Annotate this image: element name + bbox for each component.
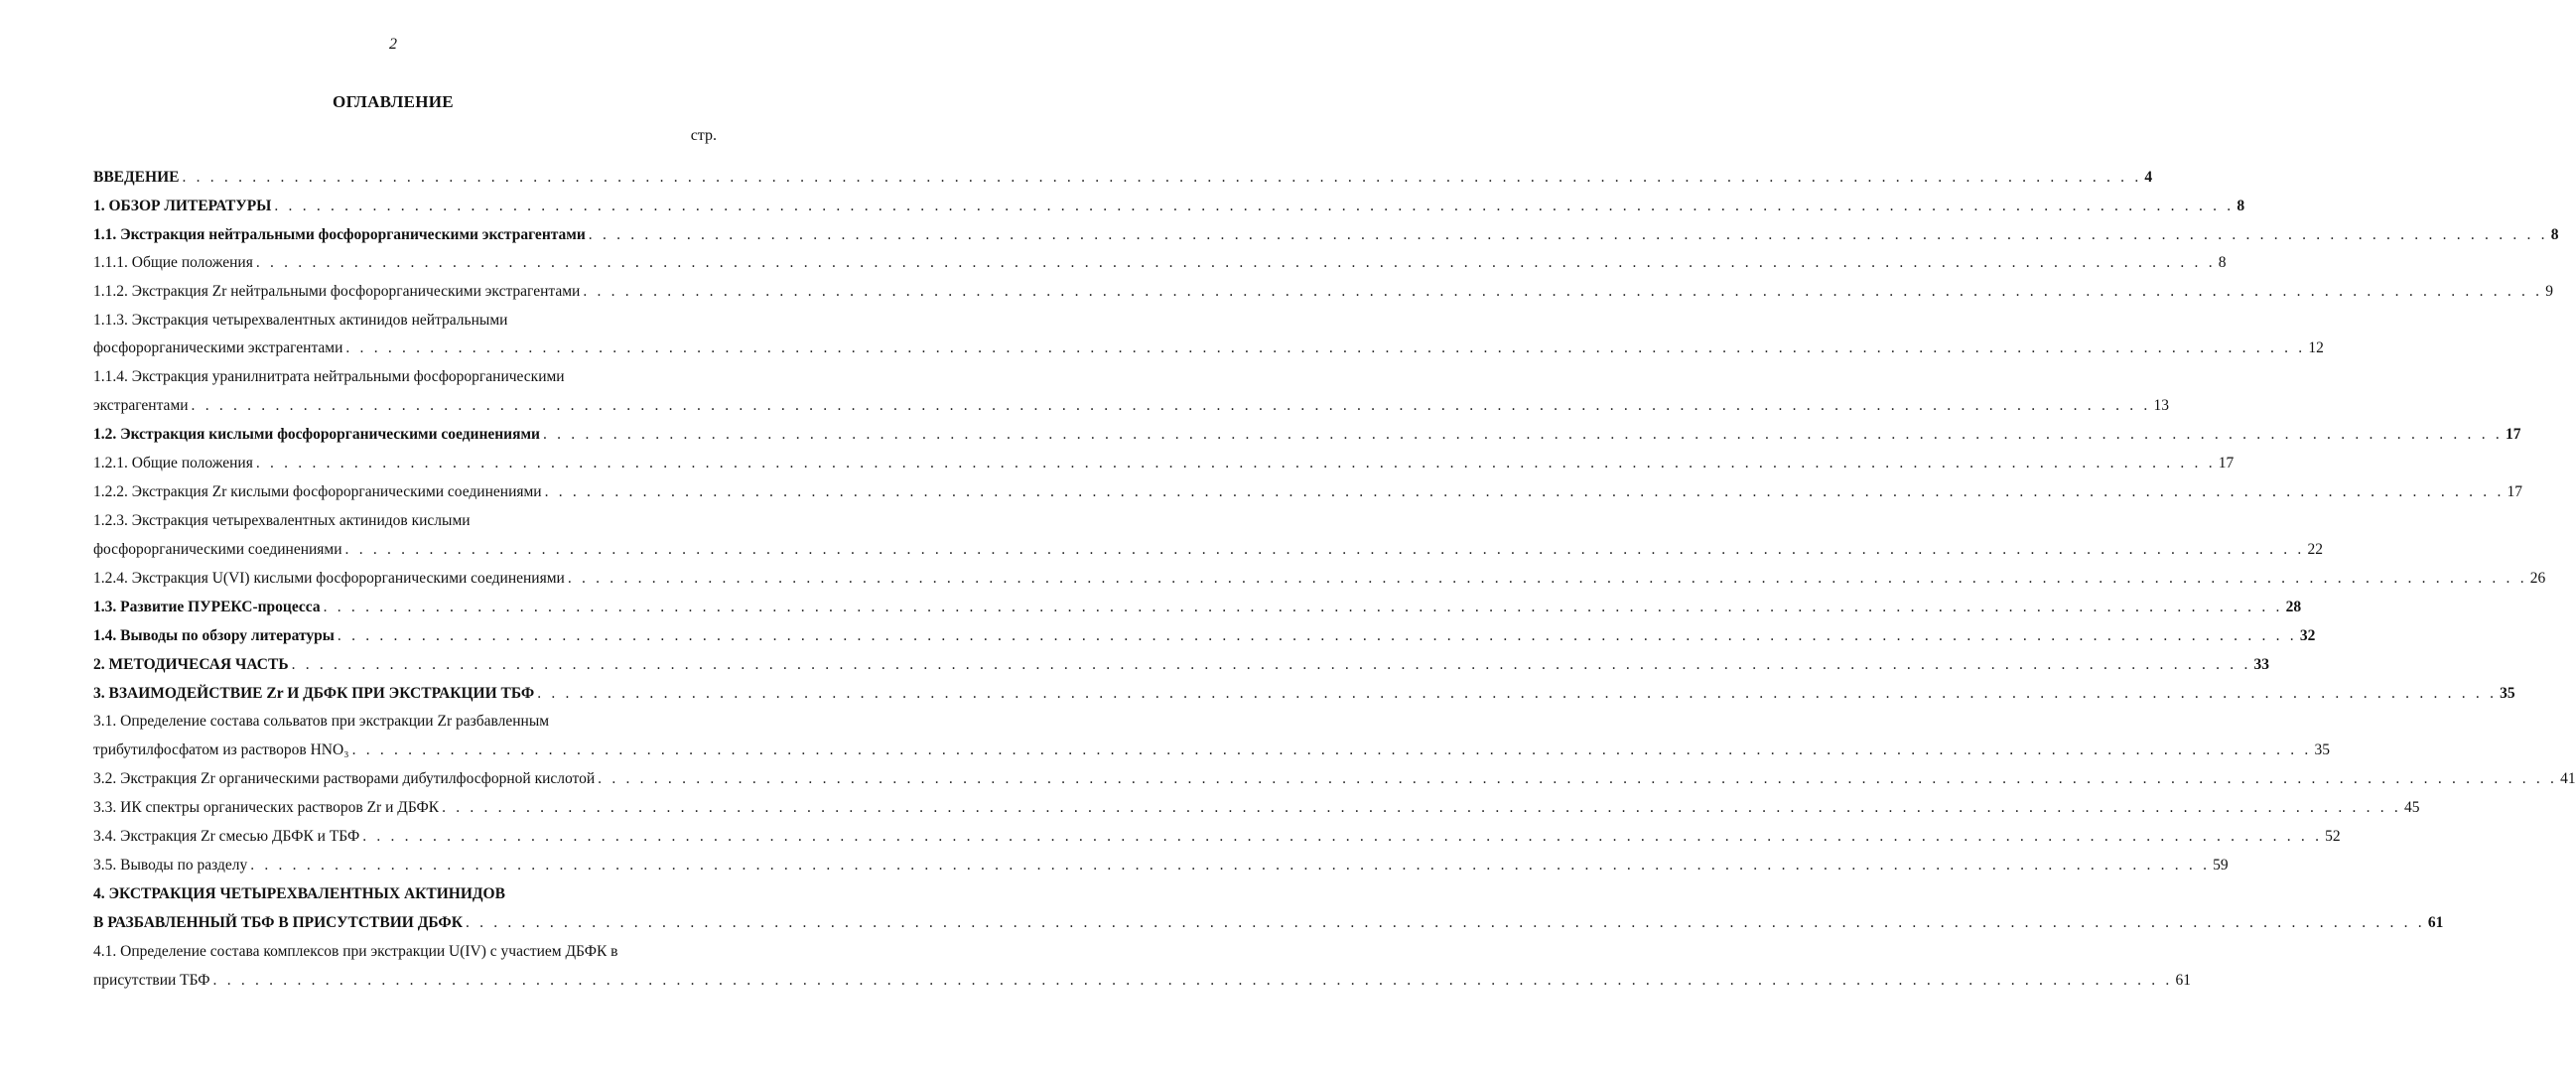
toc-entry-page: 61	[2427, 914, 2444, 931]
toc-entry-page: 59	[2213, 857, 2229, 874]
toc-leader-dots: . . . . . . . . . . . . . . . . . . . . . . . . . . . . . . . . . . . . . . . . . . . . . . . . . . . . . . . . . . . . . . . . . . . . . . . . . . . . . . . . . . . . . . . . . . . . . . . . . . . . . . . . . . . . . . . . . . . . . . . . . . . . . . . . . . . . . . . . . . . .	[351, 741, 2312, 758]
toc-entry-page: 26	[2529, 570, 2546, 587]
toc-entry-title: 3.5. Выводы по разделу	[93, 857, 248, 874]
toc-leader-dots: . . . . . . . . . . . . . . . . . . . . . . . . . . . . . . . . . . . . . . . . . . . . . . . . . . . . . . . . . . . . . . . . . . . . . . . . . . . . . . . . . . . . . . . . . . . . . . . . . . . . . . . . . . . . . . . . . . . . . . . . . . . . . . . . . . . . . . . . . . . .	[543, 426, 2503, 443]
toc-entry-title: 1. ОБЗОР ЛИТЕРАТУРЫ	[93, 198, 272, 214]
toc-leader-dots: . . . . . . . . . . . . . . . . . . . . . . . . . . . . . . . . . . . . . . . . . . . . . . . . . . . . . . . . . . . . . . . . . . . . . . . . . . . . . . . . . . . . . . . . . . . . . . . . . . . . . . . . . . . . . . . . . . . . . . . . . . . . . . . . . . . . . . . . . . . .	[291, 656, 2251, 673]
toc-entry-page: 17	[2507, 483, 2523, 500]
toc-entry-title: 1.2.2. Экстракция Zr кислыми фосфорорганическими соединениями	[93, 483, 542, 500]
toc-entry-title: 1.1.1. Общие положения	[93, 254, 253, 271]
toc-leader-dots: . . . . . . . . . . . . . . . . . . . . . . . . . . . . . . . . . . . . . . . . . . . . . . . . . . . . . . . . . . . . . . . . . . . . . . . . . . . . . . . . . . . . . . . . . . . . . . . . . . . . . . . . . . . . . . . . . . . . . . . . . . . . . . . . . . . . . . . . . . . .	[537, 685, 2498, 702]
toc-entry-page: 28	[2285, 599, 2302, 615]
toc-entry-title: В РАЗБАВЛЕННЫЙ ТБФ В ПРИСУТСТВИИ ДБФК	[93, 914, 463, 931]
toc-entry	[93, 397, 2169, 421]
toc-entry	[93, 169, 2153, 193]
toc-leader-dots: . . . . . . . . . . . . . . . . . . . . . . . . . . . . . . . . . . . . . . . . . . . . . . . . . . . . . . . . . . . . . . . . . . . . . . . . . . . . . . . . . . . . . . . . . . . . . . . . . . . . . . . . . . . . . . . . . . . . . . . . . . . . . . . . . . . . . . . . . . . .	[255, 455, 2216, 471]
toc-entry-page: 45	[2404, 799, 2420, 816]
toc-entry-page: 52	[2325, 828, 2341, 845]
toc-entry-page: 35	[2500, 685, 2515, 702]
toc-leader-dots: . . . . . . . . . . . . . . . . . . . . . . . . . . . . . . . . . . . . . . . . . . . . . . . . . . . . . . . . . . . . . . . . . . . . . . . . . . . . . . . . . . . . . . . . . . . . . . . . . . . . . . . . . . . . . . . . . . . . . . . . . . . . . . . . . . . . . . . . . . . .	[182, 169, 2142, 186]
toc-entry	[93, 828, 2341, 852]
page-title: ОГЛАВЛЕНИЕ	[333, 92, 454, 111]
toc-entry-title: 1.1.3. Экстракция четырехвалентных актинидов нейтральными	[93, 312, 508, 329]
toc-entry	[93, 885, 715, 909]
toc-entry	[93, 857, 2229, 880]
toc-entry-title: 3. ВЗАИМОДЕЙСТВИЕ Zr И ДБФК ПРИ ЭКСТРАКЦИИ ТБФ	[93, 685, 535, 702]
toc-entry	[93, 312, 715, 336]
toc-entry	[93, 426, 2521, 450]
toc-entry-title: фосфорорганическими экстрагентами	[93, 339, 343, 356]
toc-entry-title: 1.1.4. Экстракция уранилнитрата нейтральными фосфорорганическими	[93, 368, 565, 385]
toc-entry-page: 22	[2307, 541, 2323, 558]
toc-leader-dots: . . . . . . . . . . . . . . . . . . . . . . . . . . . . . . . . . . . . . . . . . . . . . . . . . . . . . . . . . . . . . . . . . . . . . . . . . . . . . . . . . . . . . . . . . . . . . . . . . . . . . . . . . . . . . . . . . . . . . . . . . . . . . . . . . . . . . . . . . . . .	[255, 254, 2216, 271]
toc-leader-dots: . . . . . . . . . . . . . . . . . . . . . . . . . . . . . . . . . . . . . . . . . . . . . . . . . . . . . . . . . . . . . . . . . . . . . . . . . . . . . . . . . . . . . . . . . . . . . . . . . . . . . . . . . . . . . . . . . . . . . . . . . . . . . . . . . . . . . . . . . . . .	[344, 541, 2305, 558]
toc-entry-page: 8	[2237, 198, 2245, 214]
toc-entry-title: 3.4. Экстракция Zr смесью ДБФК и ТБФ	[93, 828, 360, 845]
toc-entry-title: экстрагентами	[93, 397, 189, 414]
toc-leader-dots: . . . . . . . . . . . . . . . . . . . . . . . . . . . . . . . . . . . . . . . . . . . . . . . . . . . . . . . . . . . . . . . . . . . . . . . . . . . . . . . . . . . . . . . . . . . . . . . . . . . . . . . . . . . . . . . . . . . . . . . . . . . . . . . . . . . . . . . . . . . .	[212, 972, 2173, 989]
toc-entry	[93, 770, 2576, 794]
toc-leader-dots: . . . . . . . . . . . . . . . . . . . . . . . . . . . . . . . . . . . . . . . . . . . . . . . . . . . . . . . . . . . . . . . . . . . . . . . . . . . . . . . . . . . . . . . . . . . . . . . . . . . . . . . . . . . . . . . . . . . . . . . . . . . . . . . . . . . . . . . . . . . .	[274, 198, 2235, 214]
toc-entry	[93, 226, 2559, 250]
toc-entry-page: 17	[2218, 455, 2235, 471]
toc-entry	[93, 972, 2191, 996]
toc-entry-title: фосфорорганическими соединениями	[93, 541, 342, 558]
toc-entry-title: 1.2.3. Экстракция четырехвалентных актинидов кислыми	[93, 512, 471, 529]
toc-entry-title: 3.1. Определение состава сольватов при экстракции Zr разбавленным	[93, 713, 550, 730]
toc-entry	[93, 254, 2227, 278]
toc-entry	[93, 198, 2245, 221]
toc-entry	[93, 943, 715, 967]
toc-entry	[93, 570, 2546, 594]
toc-entry-title: 1.2.4. Экстракция U(VI) кислыми фосфорорганическими соединениями	[93, 570, 565, 587]
toc-entry-page: 41	[2560, 770, 2576, 787]
toc-entry-title: 4. ЭКСТРАКЦИЯ ЧЕТЫРЕХВАЛЕНТНЫХ АКТИНИДОВ	[93, 885, 505, 902]
toc-entry	[93, 627, 2316, 651]
toc-entry-title: 1.1.2. Экстракция Zr нейтральными фосфорорганическими экстрагентами	[93, 283, 581, 300]
toc-entry	[93, 713, 715, 737]
toc-entry	[93, 914, 2444, 938]
toc-entry	[93, 339, 2324, 363]
toc-entry-title: 3.3. ИК спектры органических растворов Zr и ДБФК	[93, 799, 440, 816]
toc-leader-dots: . . . . . . . . . . . . . . . . . . . . . . . . . . . . . . . . . . . . . . . . . . . . . . . . . . . . . . . . . . . . . . . . . . . . . . . . . . . . . . . . . . . . . . . . . . . . . . . . . . . . . . . . . . . . . . . . . . . . . . . . . . . . . . . . . . . . . . . . . . . .	[250, 857, 2211, 874]
toc-leader-dots: . . . . . . . . . . . . . . . . . . . . . . . . . . . . . . . . . . . . . . . . . . . . . . . . . . . . . . . . . . . . . . . . . . . . . . . . . . . . . . . . . . . . . . . . . . . . . . . . . . . . . . . . . . . . . . . . . . . . . . . . . . . . . . . . . . . . . . . . . . . .	[598, 770, 2558, 787]
toc-entry-page: 61	[2175, 972, 2191, 989]
toc-entry	[93, 741, 2330, 765]
toc-entry-title: 1.3. Развитие ПУРЕКС-процесса	[93, 599, 321, 615]
toc-entry-page: 8	[2550, 226, 2559, 243]
toc-entry	[93, 599, 2302, 622]
toc-entry-title: 1.4. Выводы по обзору литературы	[93, 627, 335, 644]
toc-entry-page: 33	[2253, 656, 2270, 673]
toc-leader-dots: . . . . . . . . . . . . . . . . . . . . . . . . . . . . . . . . . . . . . . . . . . . . . . . . . . . . . . . . . . . . . . . . . . . . . . . . . . . . . . . . . . . . . . . . . . . . . . . . . . . . . . . . . . . . . . . . . . . . . . . . . . . . . . . . . . . . . . . . . . . .	[191, 397, 2151, 414]
toc-entry-title: трибутилфосфатом из растворов HNO₃	[93, 741, 349, 758]
toc-entry	[93, 656, 2270, 680]
toc-leader-dots: . . . . . . . . . . . . . . . . . . . . . . . . . . . . . . . . . . . . . . . . . . . . . . . . . . . . . . . . . . . . . . . . . . . . . . . . . . . . . . . . . . . . . . . . . . . . . . . . . . . . . . . . . . . . . . . . . . . . . . . . . . . . . . . . . . . . . . . . . . . .	[588, 226, 2548, 243]
toc-entry-title: 3.2. Экстракция Zr органическими растворами дибутилфосфорной кислотой	[93, 770, 596, 787]
toc-entry	[93, 455, 2235, 478]
toc-leader-dots: . . . . . . . . . . . . . . . . . . . . . . . . . . . . . . . . . . . . . . . . . . . . . . . . . . . . . . . . . . . . . . . . . . . . . . . . . . . . . . . . . . . . . . . . . . . . . . . . . . . . . . . . . . . . . . . . . . . . . . . . . . . . . . . . . . . . . . . . . . . .	[345, 339, 2306, 356]
page-number: 2	[389, 36, 397, 53]
toc-leader-dots: . . . . . . . . . . . . . . . . . . . . . . . . . . . . . . . . . . . . . . . . . . . . . . . . . . . . . . . . . . . . . . . . . . . . . . . . . . . . . . . . . . . . . . . . . . . . . . . . . . . . . . . . . . . . . . . . . . . . . . . . . . . . . . . . . . . . . . . . . . . .	[362, 828, 2323, 845]
toc-leader-dots: . . . . . . . . . . . . . . . . . . . . . . . . . . . . . . . . . . . . . . . . . . . . . . . . . . . . . . . . . . . . . . . . . . . . . . . . . . . . . . . . . . . . . . . . . . . . . . . . . . . . . . . . . . . . . . . . . . . . . . . . . . . . . . . . . . . . . . . . . . . .	[442, 799, 2402, 816]
toc-entry-title: ВВЕДЕНИЕ	[93, 169, 180, 186]
toc-entry-page: 13	[2153, 397, 2169, 414]
toc-entry-page: 8	[2218, 254, 2227, 271]
toc-entry-title: 1.1. Экстракция нейтральными фосфорорганическими экстрагентами	[93, 226, 586, 243]
toc-entry	[93, 541, 2323, 565]
toc-entry	[93, 685, 2515, 709]
toc-leader-dots: . . . . . . . . . . . . . . . . . . . . . . . . . . . . . . . . . . . . . . . . . . . . . . . . . . . . . . . . . . . . . . . . . . . . . . . . . . . . . . . . . . . . . . . . . . . . . . . . . . . . . . . . . . . . . . . . . . . . . . . . . . . . . . . . . . . . . . . . . . . .	[544, 483, 2505, 500]
toc-entry-page: 9	[2545, 283, 2554, 300]
page-column-label: стр.	[690, 127, 717, 144]
toc-leader-dots: . . . . . . . . . . . . . . . . . . . . . . . . . . . . . . . . . . . . . . . . . . . . . . . . . . . . . . . . . . . . . . . . . . . . . . . . . . . . . . . . . . . . . . . . . . . . . . . . . . . . . . . . . . . . . . . . . . . . . . . . . . . . . . . . . . . . . . . . . . . .	[337, 627, 2297, 644]
toc-entry	[93, 512, 715, 536]
toc-entry	[93, 799, 2420, 823]
toc-entry-title: 4.1. Определение состава комплексов при экстракции U(IV) с участием ДБФК в	[93, 943, 618, 960]
toc-entry	[93, 283, 2554, 307]
toc-entry-title: 1.2. Экстракция кислыми фосфорорганическими соединениями	[93, 426, 540, 443]
toc-leader-dots: . . . . . . . . . . . . . . . . . . . . . . . . . . . . . . . . . . . . . . . . . . . . . . . . . . . . . . . . . . . . . . . . . . . . . . . . . . . . . . . . . . . . . . . . . . . . . . . . . . . . . . . . . . . . . . . . . . . . . . . . . . . . . . . . . . . . . . . . . . . .	[323, 599, 2283, 615]
toc-leader-dots: . . . . . . . . . . . . . . . . . . . . . . . . . . . . . . . . . . . . . . . . . . . . . . . . . . . . . . . . . . . . . . . . . . . . . . . . . . . . . . . . . . . . . . . . . . . . . . . . . . . . . . . . . . . . . . . . . . . . . . . . . . . . . . . . . . . . . . . . . . . .	[465, 914, 2425, 931]
toc-leader-dots: . . . . . . . . . . . . . . . . . . . . . . . . . . . . . . . . . . . . . . . . . . . . . . . . . . . . . . . . . . . . . . . . . . . . . . . . . . . . . . . . . . . . . . . . . . . . . . . . . . . . . . . . . . . . . . . . . . . . . . . . . . . . . . . . . . . . . . . . . . . .	[583, 283, 2543, 300]
toc-leader-dots: . . . . . . . . . . . . . . . . . . . . . . . . . . . . . . . . . . . . . . . . . . . . . . . . . . . . . . . . . . . . . . . . . . . . . . . . . . . . . . . . . . . . . . . . . . . . . . . . . . . . . . . . . . . . . . . . . . . . . . . . . . . . . . . . . . . . . . . . . . . .	[567, 570, 2527, 587]
toc-entry-page: 4	[2144, 169, 2153, 186]
toc-entry-title: присутствии ТБФ	[93, 972, 210, 989]
toc-entry-page: 12	[2308, 339, 2324, 356]
toc-entry-page: 35	[2314, 741, 2330, 758]
toc-entry-title: 2. МЕТОДИЧЕСАЯ ЧАСТЬ	[93, 656, 289, 673]
toc-entry-title: 1.2.1. Общие положения	[93, 455, 253, 471]
toc-entry	[93, 368, 715, 392]
toc-entry-page: 17	[2505, 426, 2521, 443]
toc-entry-page: 32	[2299, 627, 2316, 644]
toc-entry	[93, 483, 2523, 507]
